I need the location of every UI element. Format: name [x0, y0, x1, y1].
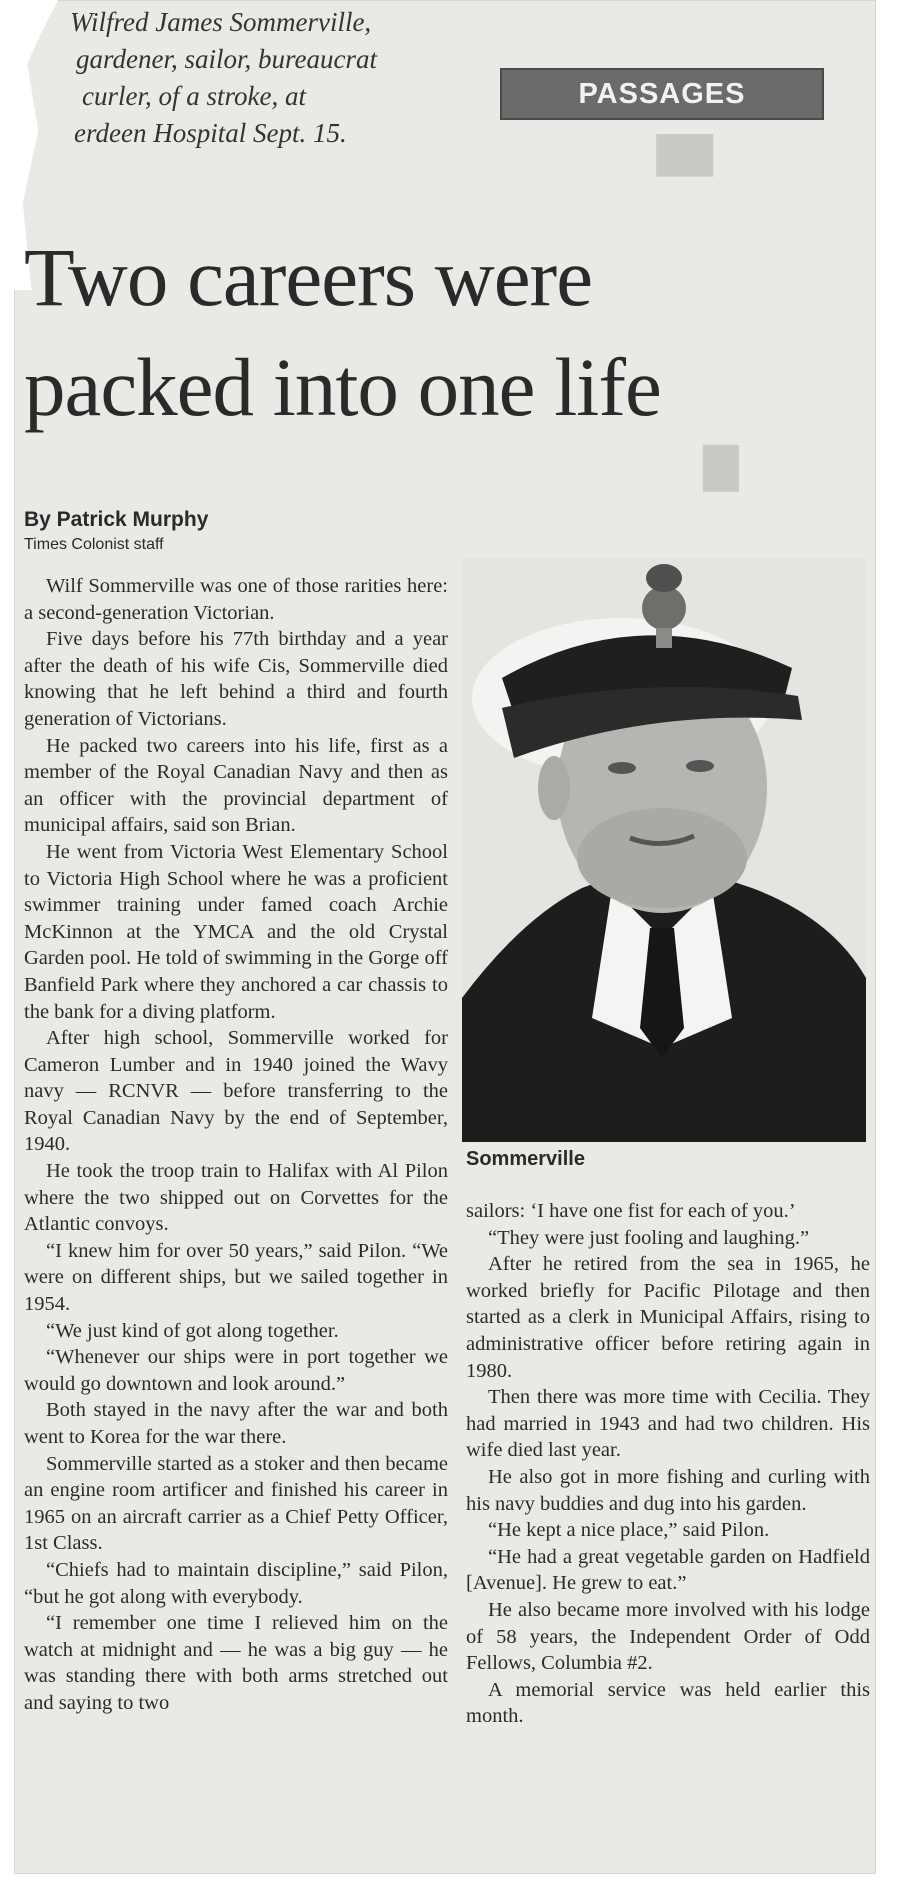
paragraph: Five days before his 77th birthday and a year after the death of his wife Cis, Sommerville died knowing that he left behind a third and fourth generation of Victorians. [24, 628, 448, 730]
deck-line: erdeen Hospital Sept. 15. [74, 118, 347, 148]
paragraph: He also got in more fishing and curling with his navy buddies and dug into his garden. [466, 1465, 870, 1515]
paragraph: “They were just fooling and laughing.” [488, 1226, 810, 1249]
headline-line: Two careers were [24, 231, 593, 323]
byline-affiliation: Times Colonist staff [24, 536, 164, 553]
paragraph: Then there was more time with Cecilia. They had married in 1943 and had two children. His wife died last year. [466, 1386, 870, 1462]
section-label: PASSAGES [500, 68, 824, 120]
paragraph: “I knew him for over 50 years,” said Pilon. “We were on different ships, but we sailed together in 1954. [24, 1239, 448, 1316]
bleed-through-mark: ▇▇ [657, 131, 713, 175]
paragraph: Both stayed in the navy after the war and both went to Korea for the war there. [24, 1399, 448, 1448]
portrait-photo [462, 558, 866, 1142]
paragraph: “I remember one time I relieved him on the watch at midnight and — he was a big guy — he was standing there with both arms stretched out and saying to two [24, 1612, 448, 1714]
paragraph: He also became more involved with his lodge of 58 years, the Independent Order of Odd Fellows, Columbia #2. [466, 1598, 870, 1675]
paragraph: A memorial service was held earlier this month. [466, 1678, 870, 1728]
headline [24, 222, 876, 442]
deck-line: Wilfred James Sommerville, [70, 7, 372, 37]
paragraph: sailors: ‘I have one fist for each of you.’ [466, 1200, 796, 1222]
deck-line: curler, of a stroke, at [82, 81, 306, 111]
paragraph: Sommerville started as a stoker and then became an engine room artificer and finished his career in 1965 on an aircraft carrier as a Chief Petty Officer, 1st Class. [24, 1452, 448, 1555]
deck-line: gardener, sailor, bureaucrat [76, 44, 377, 74]
article-column-2 [466, 1198, 870, 1730]
bleed-through-mark: ▇ [704, 441, 738, 490]
paragraph: “We just kind of got along together. [46, 1319, 339, 1342]
byline-author: By Patrick Murphy [24, 508, 209, 531]
paragraph: “Chiefs had to maintain discipline,” said Pilon, “but he got along with everybody. [24, 1558, 448, 1608]
paragraph: After he retired from the sea in 1965, he worked briefly for Pacific Pilotage and then started as a clerk in Municipal Affairs, rising to administrative officer before retiring again in 1980. [466, 1253, 870, 1382]
article-column-1 [24, 573, 448, 1717]
paragraph: He took the troop train to Halifax with Al Pilon where the two shipped out on Corvettes for the Atlantic convoys. [24, 1160, 448, 1236]
paragraph: “He kept a nice place,” said Pilon. [488, 1519, 770, 1542]
headline-line: packed into one life [24, 341, 661, 433]
paragraph: He went from Victoria West Elementary School to Victoria High School where he was a proficient swimmer training under famed coach Archie McKinnon at the YMCA and the old Crystal Garden pool. He told of swimming in the Gorge off Banfield Park where they anchored a car chassis to the bank for a diving platform. [24, 840, 448, 1023]
paragraph: He packed two careers into his life, first as a member of the Royal Canadian Navy and then as an officer with the provincial department of municipal affairs, said son Brian. [24, 734, 448, 837]
paragraph: “Whenever our ships were in port together we would go downtown and look around.” [24, 1346, 448, 1395]
photo-caption: Sommerville [466, 1148, 585, 1170]
paragraph: After high school, Sommerville worked for Cameron Lumber and in 1940 joined the Wavy navy — RCNVR — before transferring to the Royal Canadian Navy by the end of September, 1940. [24, 1027, 448, 1156]
deck-summary [70, 4, 430, 152]
paragraph: Wilf Sommerville was one of those rarities here: a second-generation Victorian. [24, 575, 448, 624]
portrait-illustration [462, 558, 866, 1142]
paragraph: “He had a great vegetable garden on Hadfield [Avenue]. He grew to eat.” [466, 1545, 870, 1595]
